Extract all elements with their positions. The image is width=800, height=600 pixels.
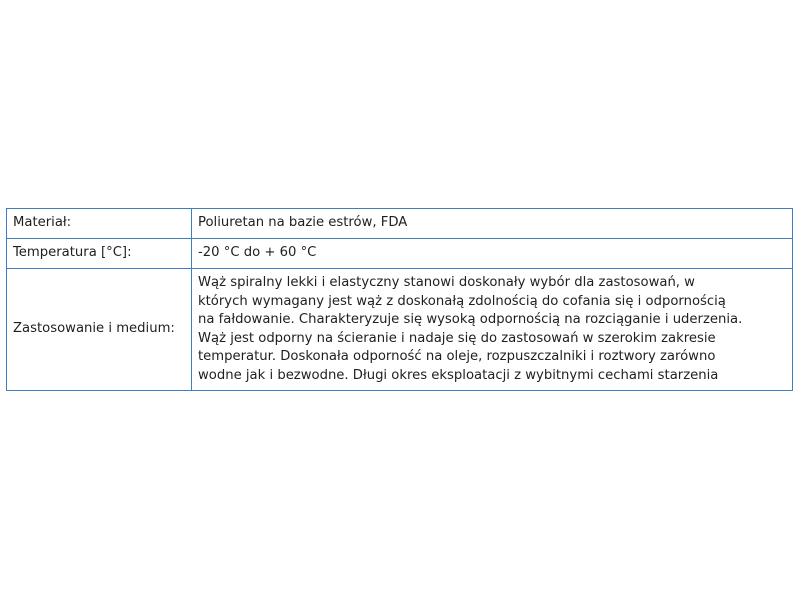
usage-value-line: wodne jak i bezwodne. Długi okres eksploatacji z wybitnymi cechami starzenia <box>198 367 719 383</box>
usage-label: Zastosowanie i medium: <box>7 269 192 391</box>
usage-value <box>192 269 793 391</box>
usage-value-line: temperatur. Doskonała odporność na oleje, rozpuszczalniki i roztwory zarówno <box>198 349 716 364</box>
table-row-temperature <box>7 239 793 269</box>
usage-value-line: na fałdowanie. Charakteryzuje się wysoką odpornością na rozciąganie i uderzenia. <box>198 312 743 327</box>
usage-value-line: których wymagany jest wąż z doskonałą zdolnością do cofania się i odpornością <box>198 293 726 309</box>
material-value-line: Poliuretan na bazie estrów, FDA <box>198 215 408 231</box>
usage-value-line: Wąż jest odporny na ścieranie i nadaje się do zastosowań w szerokim zakresie <box>198 330 716 346</box>
spec-table <box>6 208 793 391</box>
material-label: Materiał: <box>7 209 192 239</box>
temperature-value-line: -20 °C do + 60 °C <box>198 245 317 261</box>
temperature-label: Temperatura [°C]: <box>7 239 192 269</box>
usage-value-line: Wąż spiralny lekki i elastyczny stanowi doskonały wybór dla zastosowań, w <box>198 275 695 290</box>
table-row-usage <box>7 269 793 391</box>
table-row-material <box>7 209 793 239</box>
temperature-value <box>192 239 793 269</box>
material-value <box>192 209 793 239</box>
